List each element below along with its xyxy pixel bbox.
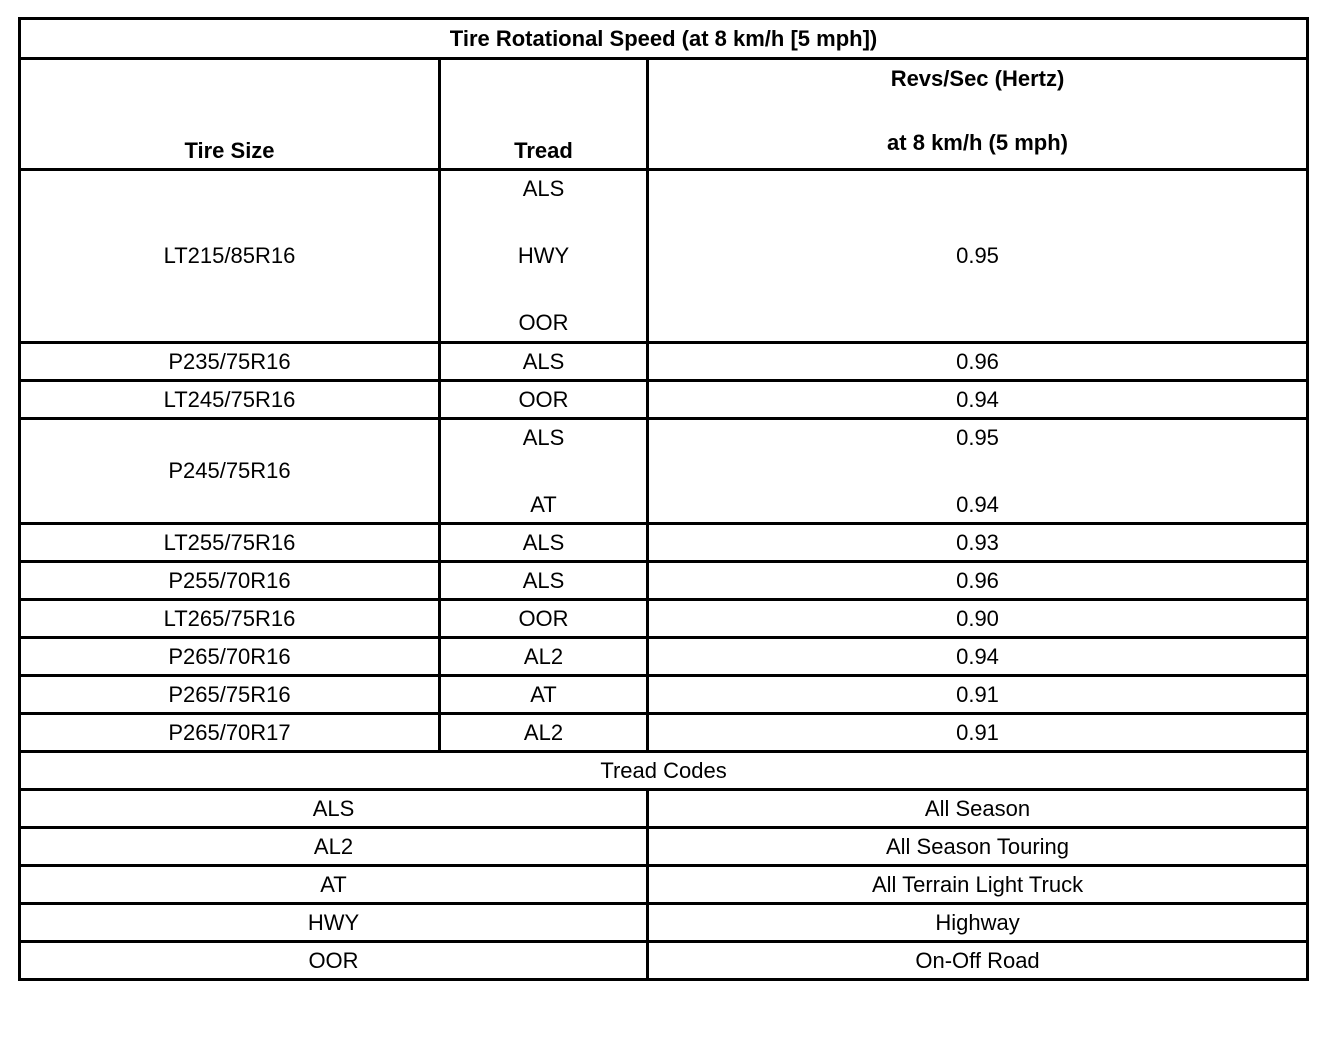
- tire-size-cell: P235/75R16: [20, 343, 440, 381]
- code-cell: AT: [20, 866, 648, 904]
- code-row: [20, 942, 1308, 980]
- tire-size-cell: LT245/75R16: [20, 381, 440, 419]
- code-meaning-cell: All Season Touring: [648, 828, 1308, 866]
- revs-cell: 0.96: [648, 562, 1308, 600]
- revs-cell: 0.90: [648, 600, 1308, 638]
- tread-cell: AL2: [440, 638, 648, 676]
- code-cell: ALS: [20, 790, 648, 828]
- revs-value: 0.94: [956, 491, 999, 517]
- code-meaning-cell: All Season: [648, 790, 1308, 828]
- code-row: [20, 866, 1308, 904]
- tire-size-cell: P265/70R17: [20, 714, 440, 752]
- revs-cell: 0.94: [648, 381, 1308, 419]
- code-meaning-cell: On-Off Road: [648, 942, 1308, 980]
- tread-cell: AT: [440, 676, 648, 714]
- table-title: Tire Rotational Speed (at 8 km/h [5 mph]): [20, 19, 1308, 59]
- table-row: [20, 524, 1308, 562]
- header-revs: [648, 59, 1308, 170]
- tire-size-cell: P265/70R16: [20, 638, 440, 676]
- header-tire-size: Tire Size: [20, 59, 440, 170]
- tire-rotational-speed-table: [18, 17, 1309, 981]
- code-row: [20, 828, 1308, 866]
- tire-size-cell: P245/75R16: [20, 419, 440, 524]
- table-row: [20, 381, 1308, 419]
- tread-value: ALS: [522, 176, 565, 201]
- code-cell: OOR: [20, 942, 648, 980]
- tread-codes-title: Tread Codes: [20, 752, 1308, 790]
- table-row: [20, 600, 1308, 638]
- tire-size-cell: LT255/75R16: [20, 524, 440, 562]
- header-tread: Tread: [440, 59, 648, 170]
- tire-size-cell: LT265/75R16: [20, 600, 440, 638]
- revs-cell: [648, 419, 1308, 524]
- tread-cell: OOR: [440, 381, 648, 419]
- revs-cell: 0.91: [648, 714, 1308, 752]
- table-row: [20, 343, 1308, 381]
- code-row: [20, 790, 1308, 828]
- tread-cell: [440, 419, 648, 524]
- revs-cell: 0.93: [648, 524, 1308, 562]
- table-row: [20, 714, 1308, 752]
- tread-value: AT: [530, 491, 557, 517]
- tread-cell: [440, 170, 648, 343]
- tread-cell: ALS: [440, 562, 648, 600]
- revs-cell: 0.96: [648, 343, 1308, 381]
- revs-cell: 0.91: [648, 676, 1308, 714]
- code-row: [20, 904, 1308, 942]
- tire-size-cell: P255/70R16: [20, 562, 440, 600]
- tread-cell: ALS: [440, 524, 648, 562]
- tire-size-cell: P265/75R16: [20, 676, 440, 714]
- tread-value: ALS: [522, 424, 565, 450]
- revs-cell: 0.94: [648, 638, 1308, 676]
- table-row: [20, 170, 1308, 343]
- code-meaning-cell: Highway: [648, 904, 1308, 942]
- header-revs-line1: Revs/Sec (Hertz): [890, 66, 1065, 91]
- tread-value: HWY: [517, 243, 570, 268]
- header-revs-line2: at 8 km/h (5 mph): [887, 130, 1068, 155]
- table-row: [20, 419, 1308, 524]
- table-row: [20, 676, 1308, 714]
- tread-cell: AL2: [440, 714, 648, 752]
- tire-size-cell: LT215/85R16: [20, 170, 440, 343]
- code-cell: AL2: [20, 828, 648, 866]
- code-cell: HWY: [20, 904, 648, 942]
- table-row: [20, 562, 1308, 600]
- code-meaning-cell: All Terrain Light Truck: [648, 866, 1308, 904]
- revs-cell: 0.95: [648, 170, 1308, 343]
- table-row: [20, 638, 1308, 676]
- tread-cell: ALS: [440, 343, 648, 381]
- revs-value: 0.95: [956, 424, 999, 450]
- tread-cell: OOR: [440, 600, 648, 638]
- tread-value: OOR: [518, 310, 569, 335]
